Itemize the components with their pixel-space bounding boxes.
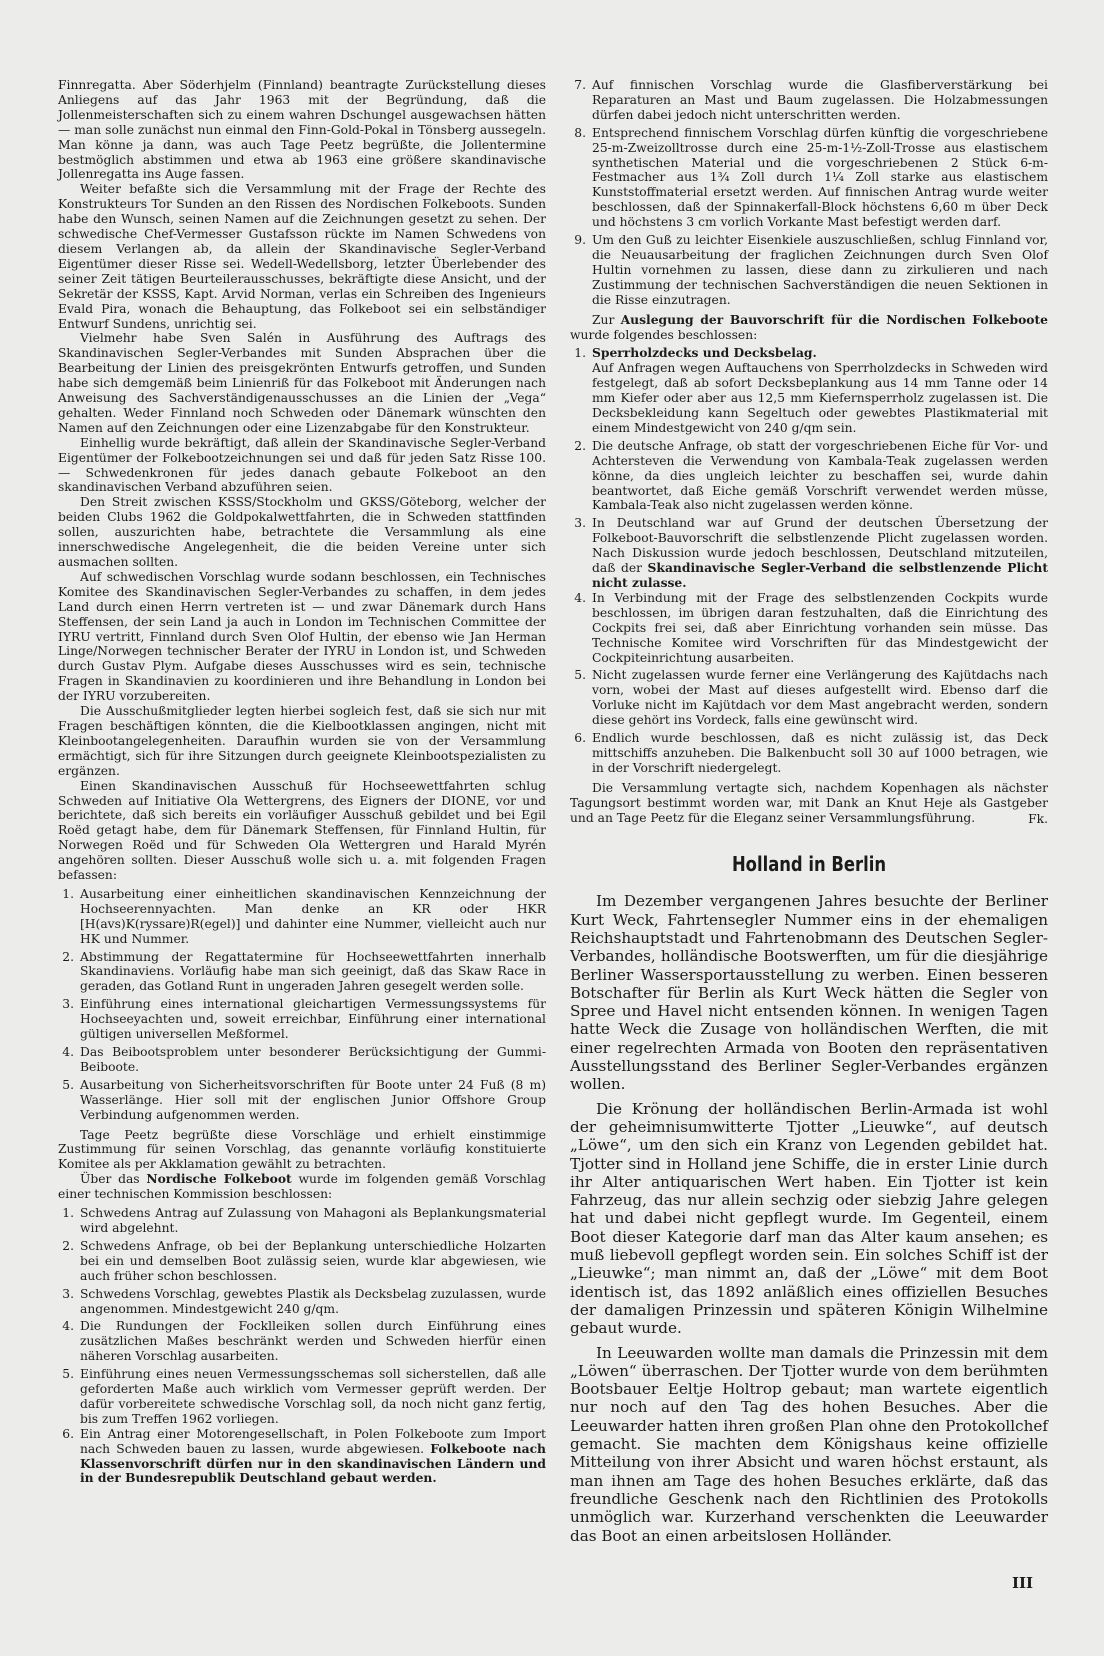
list-item	[570, 516, 1048, 591]
item-number: 6.	[574, 731, 586, 746]
paragraph: Tage Peetz begrüßte diese Vorschläge und erhielt einstimmige Zustimmung für seinen Vorschlag, das genannte vorläufig konstituierte Komitee als per Akklamation gewählt zu betrachten.	[58, 1127, 546, 1172]
list-item	[58, 950, 546, 995]
item-text: Abstimmung der Regattatermine für Hochseewettfahrten innerhalb Skandinaviens. Vorläufig habe man sich geeinigt, daß das Skaw Race in geraden, das Gotland Runt in ungeraden Jahren gesegelt werden solle.	[80, 949, 546, 994]
numbered-list	[570, 78, 1048, 308]
numbered-list	[570, 346, 1048, 591]
paragraph: Die Versammlung vertagte sich, nachdem Kopenhagen als nächster Tagungsort bestimmt worden war, mit Dank an Knut Heje als Gastgeber und an Tage Peetz für die Eleganz seiner Versammlungsführung.	[570, 780, 1048, 825]
bold-term: Nordische Folkeboot	[146, 1171, 292, 1187]
item-number: 4.	[62, 1319, 74, 1334]
numbered-list	[570, 591, 1048, 776]
paragraph	[570, 313, 1048, 343]
list-item	[58, 1287, 546, 1317]
text-run: Über das	[80, 1172, 147, 1187]
paragraph: Weiter befaßte sich die Versammlung mit der Frage der Rechte des Konstrukteurs Tor Sunden an den Rissen des Nordischen Folkeboots. Sunden habe den Wunsch, seinen Namen auf die Zeichnungen gesetzt zu sehen. Der schwedische Chef-Vermesser Gustafsson rückte im Namen Schwedens von diesem Verlangen ab, da allein der Skandinavische Segler-Verband Eigentümer dieser Risse sei. Wedell-Wedellsborg, letzter Überlebender des seiner Zeit tätigen Beurteilerausschusses, bekräftigte diese Ansicht, und der Sekretär der KSSS, Kapt. Arvid Norman, verlas ein Schreiben des Ingenieurs Evald Pira, wonach die Behauptung, das Folkeboot sei ein selbständiger Entwurf Sundens, unrichtig sei.	[58, 182, 546, 331]
item-number: 2.	[62, 1238, 74, 1253]
item-number: 1.	[62, 1206, 74, 1221]
list-item	[58, 1427, 546, 1487]
item-bold-text: Skandinavische Segler-Verband die selbstlenzende Plicht nicht zulasse.	[592, 560, 1049, 590]
item-text: Endlich wurde beschlossen, daß es nicht zulässig ist, das Deck mittschiffs anzuheben. Die Balkenbucht soll 30 auf 1000 betragen, wie in der Vorschrift niedergelegt.	[592, 731, 1048, 775]
text-run: wurde im folgenden gemäß Vorschlag einer technischen Kommission beschlossen:	[58, 1172, 546, 1202]
item-number: 7.	[574, 78, 586, 92]
article-paragraph: Im Dezember vergangenen Jahres besuchte der Berliner Kurt Weck, Fahrtensegler Nummer eins in der ehemaligen Reichshauptstadt und Fahrtenobmann des Deutschen Segler-Verbandes, holländische Bootswerften, um für die diesjährige Berliner Wassersportausstellung zu werben. Einen besseren Botschafter für Berlin als Kurt Weck hätten die Segler von Spree und Havel nicht entsenden können. In wenigen Tagen hatte Weck die Zusage von holländischen Werften, die mit einer regelrechten Armada von Booten den repräsentativen Ausstellungsstand des Berliner Segler-Verbandes ergänzen wollen.	[570, 892, 1048, 1094]
item-number: 5.	[62, 1077, 74, 1092]
item-text: Schwedens Vorschlag, gewebtes Plastik als Decksbelag zuzulassen, wurde angenommen. Mindestgewicht 240 g/qm.	[80, 1286, 546, 1316]
list-item	[570, 126, 1048, 230]
item-text: Ausarbeitung einer einheitlichen skandinavischen Kennzeichnung der Hochseerennyachten. Man denke an KR oder HKR [H(avs)K(ryssare)R(egel)] und dahinter eine Nummer, vielleicht auch nur HK und Nummer.	[80, 886, 546, 946]
item-number: 6.	[62, 1426, 74, 1441]
list-item	[570, 591, 1048, 666]
paragraph: Einen Skandinavischen Ausschuß für Hochseewettfahrten schlug Schweden auf Initiative Ola Wettergrens, des Eigners der DIONE, vor und berichtete, daß sich bereits ein vorläufiger Ausschuß gebildet und bei Egil Roëd getagt habe, dem für Dänemark Steffensen, für Finnland Hultin, für Norwegen Roëd und für Schweden Ola Wettergren und Harald Myrén angehören sollten. Dieser Ausschuß wolle sich u. a. mit folgenden Fragen befassen:	[58, 778, 546, 883]
list-item	[58, 1367, 546, 1427]
text-run: wurde folgendes beschlossen:	[570, 327, 758, 342]
item-bold-text: Folkeboote nach Klassenvorschrift dürfen nur in den skandinavischen Ländern und in der Bundesrepublik Deutschland gebaut werden.	[80, 1440, 546, 1486]
paragraph: Einhellig wurde bekräftigt, daß allein der Skandinavische Segler-Verband Eigentümer der Folkebootzeichnungen sei und daß für jeden Satz Risse 100.— Schwedenkronen für jedes danach gebaute Folkeboot an den skandinavischen Verband abzuführen seien.	[58, 435, 546, 495]
list-item	[58, 1045, 546, 1075]
paragraph: Auf schwedischen Vorschlag wurde sodann beschlossen, ein Technisches Komitee des Skandinavischen Segler-Verbandes zu schaffen, in dem jedes Land durch einen Herrn vertreten ist — und zwar Dänemark durch Hans Steffensen, der sein Land ja auch in London im Technischen Committee der IYRU vertritt, Finnland durch Sven Olof Hultin, der ebenso wie Jan Herman Linge/Norwegen technischer Berater der IYRU in London ist, und Schweden durch Gustav Plym. Aufgabe dieses Ausschusses wird es sein, technische Fragen in Skandinavien zu koordinieren und ihre Behandlung in London bei der IYRU vorzubereiten.	[58, 569, 546, 704]
item-text: Entsprechend finnischem Vorschlag dürfen künftig die vorgeschriebene 25-m-Zweizolltrosse durch eine 25-m-1½-Zoll-Trosse aus elastischem synthetischen Material und die vorgeschriebenen 2 Stück 6-m-Festmacher aus 1¾ Zoll durch 1¼ Zoll starke aus elastischem Kunststoffmaterial ersetzt werden. Auf finnischen Antrag wurde weiter beschlossen, daß der Spinnakerfall-Block höchstens 6,60 m über Deck und höchstens 3 cm vorlich Vorkante Mast befestigt werden darf.	[592, 125, 1048, 230]
item-text: Schwedens Anfrage, ob bei der Beplankung unterschiedliche Holzarten bei ein und demselben Boot zulässig seien, wurde klar abgewiesen, wie auch früher schon beschlossen.	[80, 1238, 546, 1283]
item-text: Die Rundungen der Focklleiken sollen durch Einführung eines zusätzlichen Maßes beschränkt werden und Schweden hierfür einen näheren Vorschlag ausarbeiten.	[80, 1319, 546, 1364]
item-text: Einführung eines neuen Vermessungsschemas soll sicherstellen, daß alle geforderten Maße auch wirklich vom Vermesser geprüft werden. Der dafür vorbereitete schwedische Vorschlag soll, da noch nicht ganz fertig, bis zum Treffen 1962 vorliegen.	[80, 1367, 546, 1426]
list-item	[58, 1319, 546, 1364]
item-number: 3.	[574, 516, 586, 531]
author-signature: Fk.	[1028, 811, 1048, 826]
text-run: Zur	[592, 312, 621, 327]
item-number: 1.	[574, 346, 586, 361]
item-number: 3.	[62, 997, 74, 1012]
list-item	[570, 233, 1048, 308]
item-text: Ausarbeitung von Sicherheitsvorschriften für Boote unter 24 Fuß (8 m) Wasserlänge. Hier soll mit der englischen Junior Offshore Group Verbindung aufgenommen werden.	[80, 1077, 546, 1122]
numbered-list	[58, 1427, 546, 1487]
item-text: Auf Anfragen wegen Auftauchens von Sperrholzdecks in Schweden wird festgelegt, daß ab sofort Decksbeplankung aus 14 mm Tanne oder 14 mm Kiefer oder aber aus 12,5 mm Kiefernsperrholz zugelassen ist. Die Decksbekleidung kann Segeltuch oder gewebtes Plastikmaterial mit einem Mindestgewicht von 240 g/qm sein.	[592, 361, 1048, 435]
item-number: 3.	[62, 1286, 74, 1301]
numbered-list	[58, 1206, 546, 1427]
item-number: 9.	[574, 233, 586, 248]
list-item	[570, 668, 1048, 728]
right-column	[570, 78, 1048, 1545]
item-text: Um den Guß zu leichter Eisenkiele auszuschließen, schlug Finnland vor, die Neuausarbeitung der fraglichen Zeichnungen durch Sven Olof Hultin vornehmen zu lassen, diese dann zu zirkulieren und nach Zustimmung der technischen Sachverständigen die neuen Sektionen in die Risse einzutragen.	[592, 233, 1048, 307]
item-text: Auf finnischen Vorschlag wurde die Glasfiberverstärkung bei Reparaturen an Mast und Baum zugelassen. Die Holzabmessungen dürfen dabei jedoch nicht unterschritten werden.	[592, 78, 1048, 122]
item-text: Das Beibootsproblem unter besonderer Berücksichtigung der Gummi-Beiboote.	[80, 1045, 546, 1074]
paragraph	[58, 1172, 546, 1202]
list-item	[58, 1206, 546, 1236]
paragraph: Vielmehr habe Sven Salén in Ausführung des Auftrags des Skandinavischen Segler-Verbandes mit Sunden Absprachen über die Bearbeitung der Linien des preisgekrönten Entwurfs getroffen, und Sunden habe sich demgemäß beim Linienriß für das Folkeboot mit Änderungen nach Anweisung des Sachverständigenausschusses an die Linien der „Vega“ gehalten. Weder Finnland noch Schweden oder Dänemark wünschten den Namen auf den Zeichnungen oder eine Lizenzabgabe für den Konstrukteur.	[58, 331, 546, 435]
list-item	[58, 997, 546, 1042]
article-heading: Holland in Berlin	[731, 852, 887, 877]
item-text: Die deutsche Anfrage, ob statt der vorgeschriebenen Eiche für Vor- und Achtersteven die Verwendung von Kambala-Teak zugelassen werden könne, da dies ungleich leichter zu beschaffen sei, wurde dahin beantwortet, daß Eiche gemäß Vorschrift verwendet werden müsse, Kambala-Teak also nicht zugelassen werden könne.	[592, 438, 1048, 513]
paragraph: Den Streit zwischen KSSS/Stockholm und GKSS/Göteborg, welcher der beiden Clubs 1962 die Goldpokalwettfahrten, die in Schweden stattfinden sollen, auszurichten habe, betrachtete die Versammlung als eine innerschwedische Angelegenheit, die die beiden Vereine unter sich ausmachen sollten.	[58, 495, 546, 569]
list-item	[570, 731, 1048, 776]
item-number: 5.	[574, 668, 586, 683]
numbered-list	[58, 887, 546, 1123]
article-paragraph: Die Krönung der holländischen Berlin-Armada ist wohl der geheimnisumwitterte Tjotter „Lieuwke“, auf deutsch „Löwe“, um den sich ein Kranz von Legenden gebildet hat. Tjotter sind in Holland jene Schiffe, die in erster Linie durch ihr Alter antiquarischen Wert haben. Ein Tjotter ist kein Fahrzeug, das nur allein sechzig oder siebzig Jahre gelegen hat und dabei nicht gepflegt wurde. Im Gegenteil, einem Boot dieser Kategorie darf man das Alter kaum ansehen; es muß liebevoll gepflegt worden sein. Ein solches Schiff ist der „Lieuwke“; man nimmt an, daß der „Löwe“ mit dem Boot identisch ist, das 1892 anläßlich eines offiziellen Besuches der damaligen Prinzessin und späteren Königin Wilhelmine gebaut wurde.	[570, 1099, 1048, 1338]
item-text: Einführung eines international gleichartigen Vermessungssystems für Hochseeyachten und, soweit erreichbar, Einführung einer international gültigen universellen Meßformel.	[80, 997, 546, 1042]
item-text: In Verbindung mit der Frage des selbstlenzenden Cockpits wurde beschlossen, im übrigen daran festzuhalten, daß die Einrichtung des Cockpits frei sei, daß aber Einrichtung vorhanden sein müsse. Das Technische Komitee wird Vorschriften für das Mindestgewicht der Cockpiteinrichtung ausarbeiten.	[592, 590, 1048, 665]
list-item	[570, 439, 1048, 514]
page-number: III	[1012, 1574, 1034, 1592]
item-text: Schwedens Antrag auf Zulassung von Mahagoni als Beplankungsmaterial wird abgelehnt.	[80, 1206, 546, 1235]
item-number: 1.	[62, 886, 74, 901]
item-number: 2.	[574, 438, 586, 453]
paragraph: Die Ausschußmitglieder legten hierbei sogleich fest, daß sie sich nur mit Fragen beschäftigen könnten, die die Kielbootklassen angingen, nicht mit Kleinbootangelegenheiten. Daraufhin wurden sie von der Versammlung ermächtigt, sich für ihre Sitzungen durch geeignete Kleinbootspezialisten zu ergänzen.	[58, 704, 546, 778]
item-number: 4.	[574, 590, 586, 605]
item-text: In Deutschland war auf Grund der deutschen Übersetzung der Folkeboot-Bauvorschrift die selbstlenzende Plicht zugelassen worden. Nach Diskussion wurde jedoch beschlossen, Deutschland mitzuteilen, daß der	[592, 516, 1048, 576]
paragraph: Finnregatta. Aber Söderhjelm (Finnland) beantragte Zurückstellung dieses Anliegens auf das Jahr 1963 mit der Begründung, daß die Jollenmeisterschaften sich zu einem wahren Dschungel ausgewachsen hätten — man solle zunächst nun einmal den Finn-Gold-Pokal in Tönsberg aussegeln. Man könne ja dann, was auch Tage Peetz begrüßte, die Jollentermine bestmöglich abstimmen und etwa ab 1963 eine größere skandinavische Jollenregatta ins Auge fassen.	[58, 78, 546, 182]
bold-term: Auslegung der Bauvorschrift für die Nordischen Folkeboote	[620, 311, 1048, 327]
item-number: 8.	[574, 125, 586, 140]
item-number: 2.	[62, 949, 74, 964]
item-number: 4.	[62, 1045, 74, 1059]
list-item	[58, 1078, 546, 1123]
article-body	[570, 892, 1048, 1544]
article-paragraph: In Leeuwarden wollte man damals die Prinzessin mit dem „Löwen“ überraschen. Der Tjotter wurde von dem berühmten Bootsbauer Eeltje Holtrop gebaut; man wartete eigentlich nur noch auf den Tag des hohen Besuches. Aber die Leeuwarder hatten ihren großen Plan ohne den Protokollchef gemacht. Sie machten dem Königshaus keine offizielle Mitteilung von ihrer Absicht und waren höchst erstaunt, als man ihnen am Tage des hohen Besuches erklärte, daß das freundliche Geschenk nach den Richtlinien des Protokolls unmöglich war. Kurzerhand verschenkten die Leeuwarder das Boot an einen arbeitslosen Holländer.	[570, 1343, 1048, 1545]
list-item	[570, 346, 1048, 435]
item-title: Sperrholzdecks und Decksbelag.	[592, 345, 817, 361]
left-column	[58, 78, 546, 1491]
list-item	[570, 78, 1048, 123]
item-text: Nicht zugelassen wurde ferner eine Verlängerung des Kajütdachs nach vorn, wobei der Mast auf dieses aufgestellt wird. Ebenso darf die Vorluke nicht im Kajütdach vor dem Mast angebracht werden, sondern diese gehört ins Vordeck, falls eine gewünscht wird.	[592, 668, 1048, 728]
list-item	[58, 887, 546, 947]
item-text: Ein Antrag einer Motorengesellschaft, in Polen Folkeboote zum Import nach Schweden bauen zu lassen, wurde abgewiesen.	[80, 1426, 546, 1456]
item-number: 5.	[62, 1367, 74, 1382]
list-item	[58, 1239, 546, 1284]
